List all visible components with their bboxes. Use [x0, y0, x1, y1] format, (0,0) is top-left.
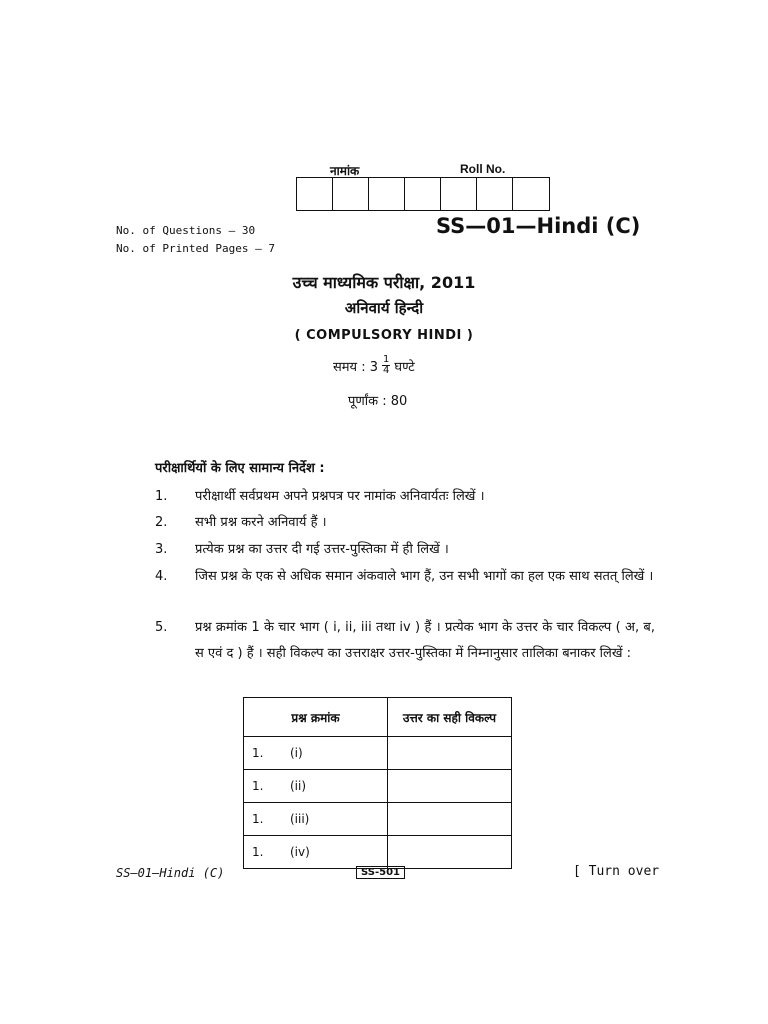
- time-prefix: समय : 3: [333, 359, 379, 375]
- answer-cell: [388, 737, 512, 770]
- roll-label-english: Roll No.: [460, 162, 506, 176]
- question-cell: [244, 803, 388, 836]
- roll-label-hindi: नामांक: [330, 164, 360, 178]
- question-part: (iii): [290, 812, 310, 826]
- answer-cell: [388, 803, 512, 836]
- instruction-text: प्रश्न क्रमांक 1 के चार भाग ( i, ii, iii तथा iv ) हैं । प्रत्येक भाग के उत्तर के चार विकल्प ( अ, ब, स एवं द ) हैं । सही विकल्प का उत्तराक्षर उत्तर-पुस्तिका में निम्नानुसार तालिका बनाकर लिखें :: [195, 620, 655, 661]
- roll-box: [477, 178, 513, 210]
- table-row: [244, 770, 512, 803]
- question-part: (iv): [290, 845, 310, 859]
- subject-english: ( COMPULSORY HINDI ): [294, 328, 474, 343]
- question-number: 1.: [252, 812, 264, 826]
- instruction-text: प्रत्येक प्रश्न का उत्तर दी गई उत्तर-पुस्तिका में ही लिखें ।: [195, 542, 449, 557]
- footer-page-code: SS-501: [356, 866, 405, 879]
- question-number: 1.: [252, 779, 264, 793]
- roll-number-labels: [330, 162, 560, 178]
- roll-box: [513, 178, 549, 210]
- instruction-number: 1.: [155, 489, 168, 504]
- instruction-number: 2.: [155, 515, 168, 530]
- instruction-number: 3.: [155, 542, 168, 557]
- roll-box: [405, 178, 441, 210]
- question-part: (ii): [290, 779, 307, 793]
- fraction-numerator: 1: [383, 354, 390, 365]
- answer-cell: [388, 836, 512, 869]
- roll-box: [297, 178, 333, 210]
- answer-cell: [388, 770, 512, 803]
- question-part: (i): [290, 746, 303, 760]
- instruction-text: जिस प्रश्न के एक से अधिक समान अंकवाले भाग हैं, उन सभी भागों का हल एक साथ सतत् लिखें ।: [195, 569, 654, 584]
- paper-code: SS—01—Hindi (C): [436, 214, 641, 238]
- exam-duration: [333, 355, 415, 376]
- number-of-questions: No. of Questions — 30: [116, 224, 256, 237]
- table-row: [244, 836, 512, 869]
- number-of-pages: No. of Printed Pages — 7: [116, 242, 275, 255]
- roll-box: [441, 178, 477, 210]
- footer-paper-code: SS—01—Hindi (C): [116, 866, 225, 880]
- fraction-denominator: 4: [383, 365, 390, 376]
- roll-box: [369, 178, 405, 210]
- instruction-text: परीक्षार्थी सर्वप्रथम अपने प्रश्नपत्र पर नामांक अनिवार्यतः लिखें ।: [195, 489, 485, 504]
- table-header-row: [244, 698, 512, 737]
- time-fraction: [382, 355, 390, 376]
- table-row: [244, 803, 512, 836]
- roll-box: [333, 178, 369, 210]
- roll-number-boxes: [296, 177, 550, 211]
- question-number: 1.: [252, 746, 264, 760]
- question-cell: [244, 737, 388, 770]
- question-number: 1.: [252, 845, 264, 859]
- time-suffix: घण्टे: [394, 359, 415, 375]
- table-row: [244, 737, 512, 770]
- subject-hindi: अनिवार्य हिन्दी: [344, 299, 424, 317]
- instructions-heading: परीक्षार्थियों के लिए सामान्य निर्देश :: [155, 461, 325, 476]
- question-cell: [244, 770, 388, 803]
- instruction-number: 5.: [155, 620, 168, 635]
- answer-format-table: [243, 697, 512, 869]
- total-marks: पूर्णांक : 80: [348, 394, 408, 409]
- exam-title: उच्च माध्यमिक परीक्षा, 2011: [292, 273, 476, 292]
- footer-turn-over: [ Turn over: [573, 864, 660, 879]
- instruction-number: 4.: [155, 569, 168, 584]
- question-cell: [244, 836, 388, 869]
- header-correct-option: उत्तर का सही विकल्प: [388, 698, 512, 737]
- header-question-number: प्रश्न क्रमांक: [244, 698, 388, 737]
- instruction-text: सभी प्रश्न करने अनिवार्य हैं ।: [195, 515, 327, 530]
